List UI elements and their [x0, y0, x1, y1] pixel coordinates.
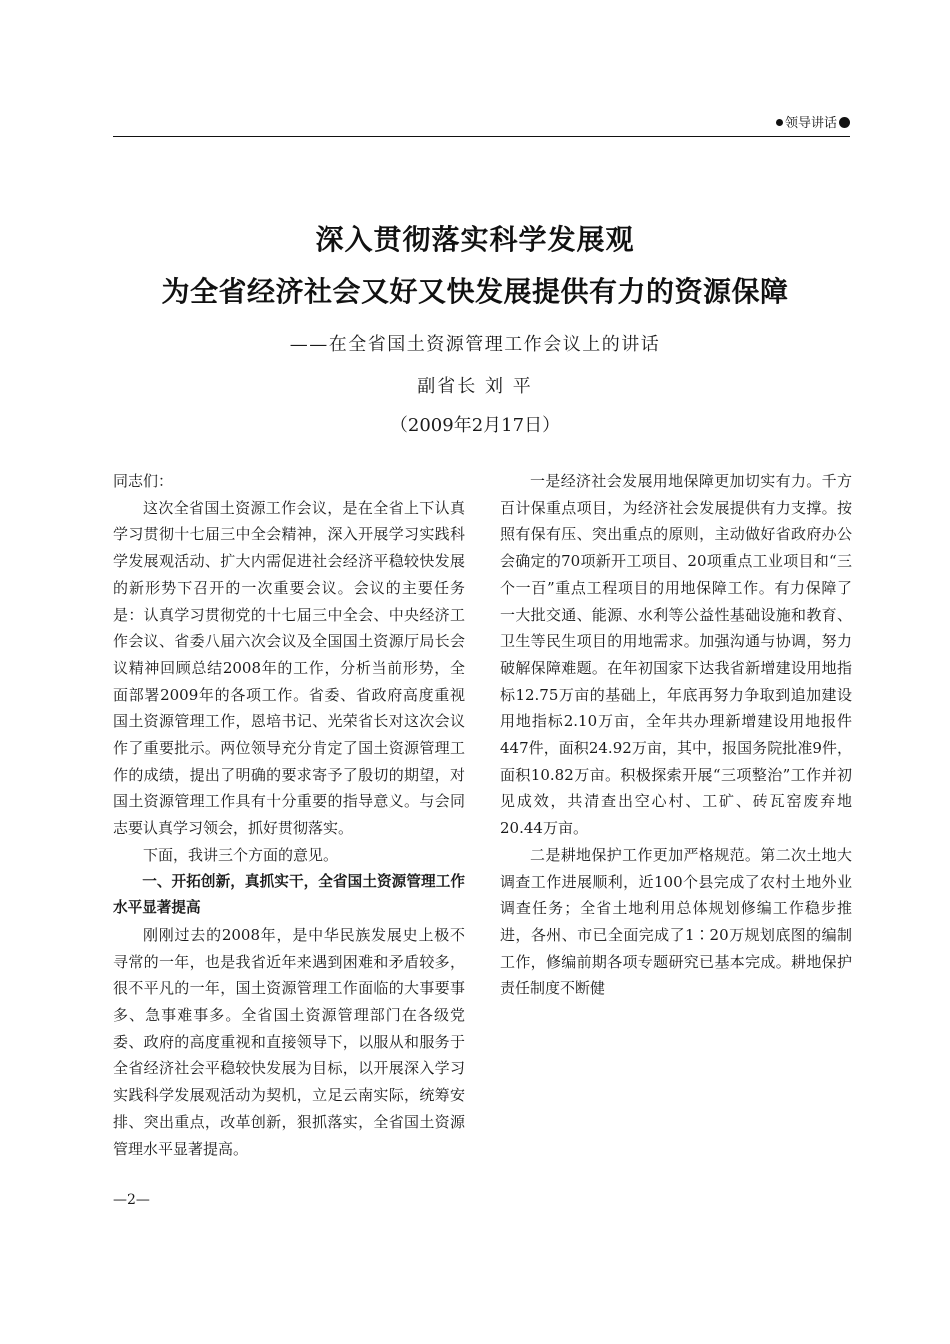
title-line-2: 为全省经济社会又好又快发展提供有力的资源保障 — [161, 275, 789, 308]
section-heading: 一、开拓创新，真抓实干，全省国土资源管理工作水平显著提高 — [113, 872, 465, 917]
paragraph: 下面，我讲三个方面的意见。 — [143, 845, 339, 864]
speaker: 副省长 刘 平 — [417, 376, 533, 397]
paragraph: 二是耕地保护工作更加严格规范。第二次土地大调查工作进展顺利，近100个县完成了农村土地外业调查任务；全省土地利用总体规划修编工作稳步推进，各州、市已全面完成了1∶20万规划底图的编制工作，修编前期各项专题研究已基本完成。耕地保护责任制度不断健 — [500, 845, 852, 998]
header-rule — [113, 136, 850, 137]
paragraph: 一是经济社会发展用地保障更加切实有力。千方百计保重点项目，为经济社会发展提供有力支撑。按照有保有压、突出重点的原则，主动做好省政府办公会确定的70项新开工项目、20项重点工业项目和“三个一百”重点工程项目的用地保障工作。有力保障了一大批交通、能源、水利等公益性基础设施和教育、卫生等民生项目的用地需求。加强沟通与协调，努力破解保障难题。在年初国家下达我省新增建设用地指标12.75万亩的基础上，年底再努力争取到追加建设用地指标2.10万亩，全年共办理新增建设用地报件447件，面积24.92万亩，其中，报国务院批准9件，面积10.82万亩。积极探索开展“三项整治”工作并初见成效，共清查出空心村、工矿、砖瓦窑废弃地20.44万亩。 — [500, 472, 852, 838]
paragraph: 刚刚过去的2008年，是中华民族发展史上极不寻常的一年，也是我省近年来遇到困难和矛盾较多，很不平凡的一年，国土资源管理工作面临的大事要事多、急事难事多。全省国土资源管理部门在各级党委、政府的高度重视和直接领导下，以服从和服务于全省经济社会平稳较快发展为目标，以开展深入学习实践科学发展观活动为契机，立足云南实际，统筹安排、突出重点，改革创新，狠抓落实，全省国土资源管理水平显著提高。 — [113, 925, 465, 1158]
bullet-icon — [776, 119, 783, 126]
bullet-icon — [839, 117, 850, 128]
speech-date: （2009年2月17日） — [389, 415, 561, 436]
right-column — [500, 468, 852, 1002]
paragraph: 这次全省国土资源工作会议，是在全省上下认真学习贯彻十七届三中全会精神，深入开展学习实践科学发展观活动、扩大内需促进社会经济平稳较快发展的新形势下召开的一次重要会议。会议的主要任务是：认真学习贯彻党的十七届三中全会、中央经济工作会议、省委八届六次会议及全国国土资源厅局长会议精神回顾总结2008年的工作，分析当前形势，全面部署2009年的各项工作。省委、省政府高度重视国土资源管理工作，恩培书记、光荣省长对这次会议作了重要批示。两位领导充分肯定了国土资源管理工作的成绩，提出了明确的要求寄予了殷切的期望，对国土资源管理工作具有十分重要的指导意义。与会同志要认真学习领会，抓好贯彻落实。 — [113, 498, 465, 838]
salutation: 同志们： — [113, 472, 174, 490]
section-label: 领导讲话 — [784, 116, 837, 131]
section-tag — [776, 116, 850, 132]
left-column — [113, 468, 465, 1162]
title-line-1: 深入贯彻落实科学发展观 — [315, 223, 635, 256]
page-number: —2— — [113, 1192, 150, 1208]
subtitle: ——在全省国土资源管理工作会议上的讲话 — [289, 334, 661, 355]
